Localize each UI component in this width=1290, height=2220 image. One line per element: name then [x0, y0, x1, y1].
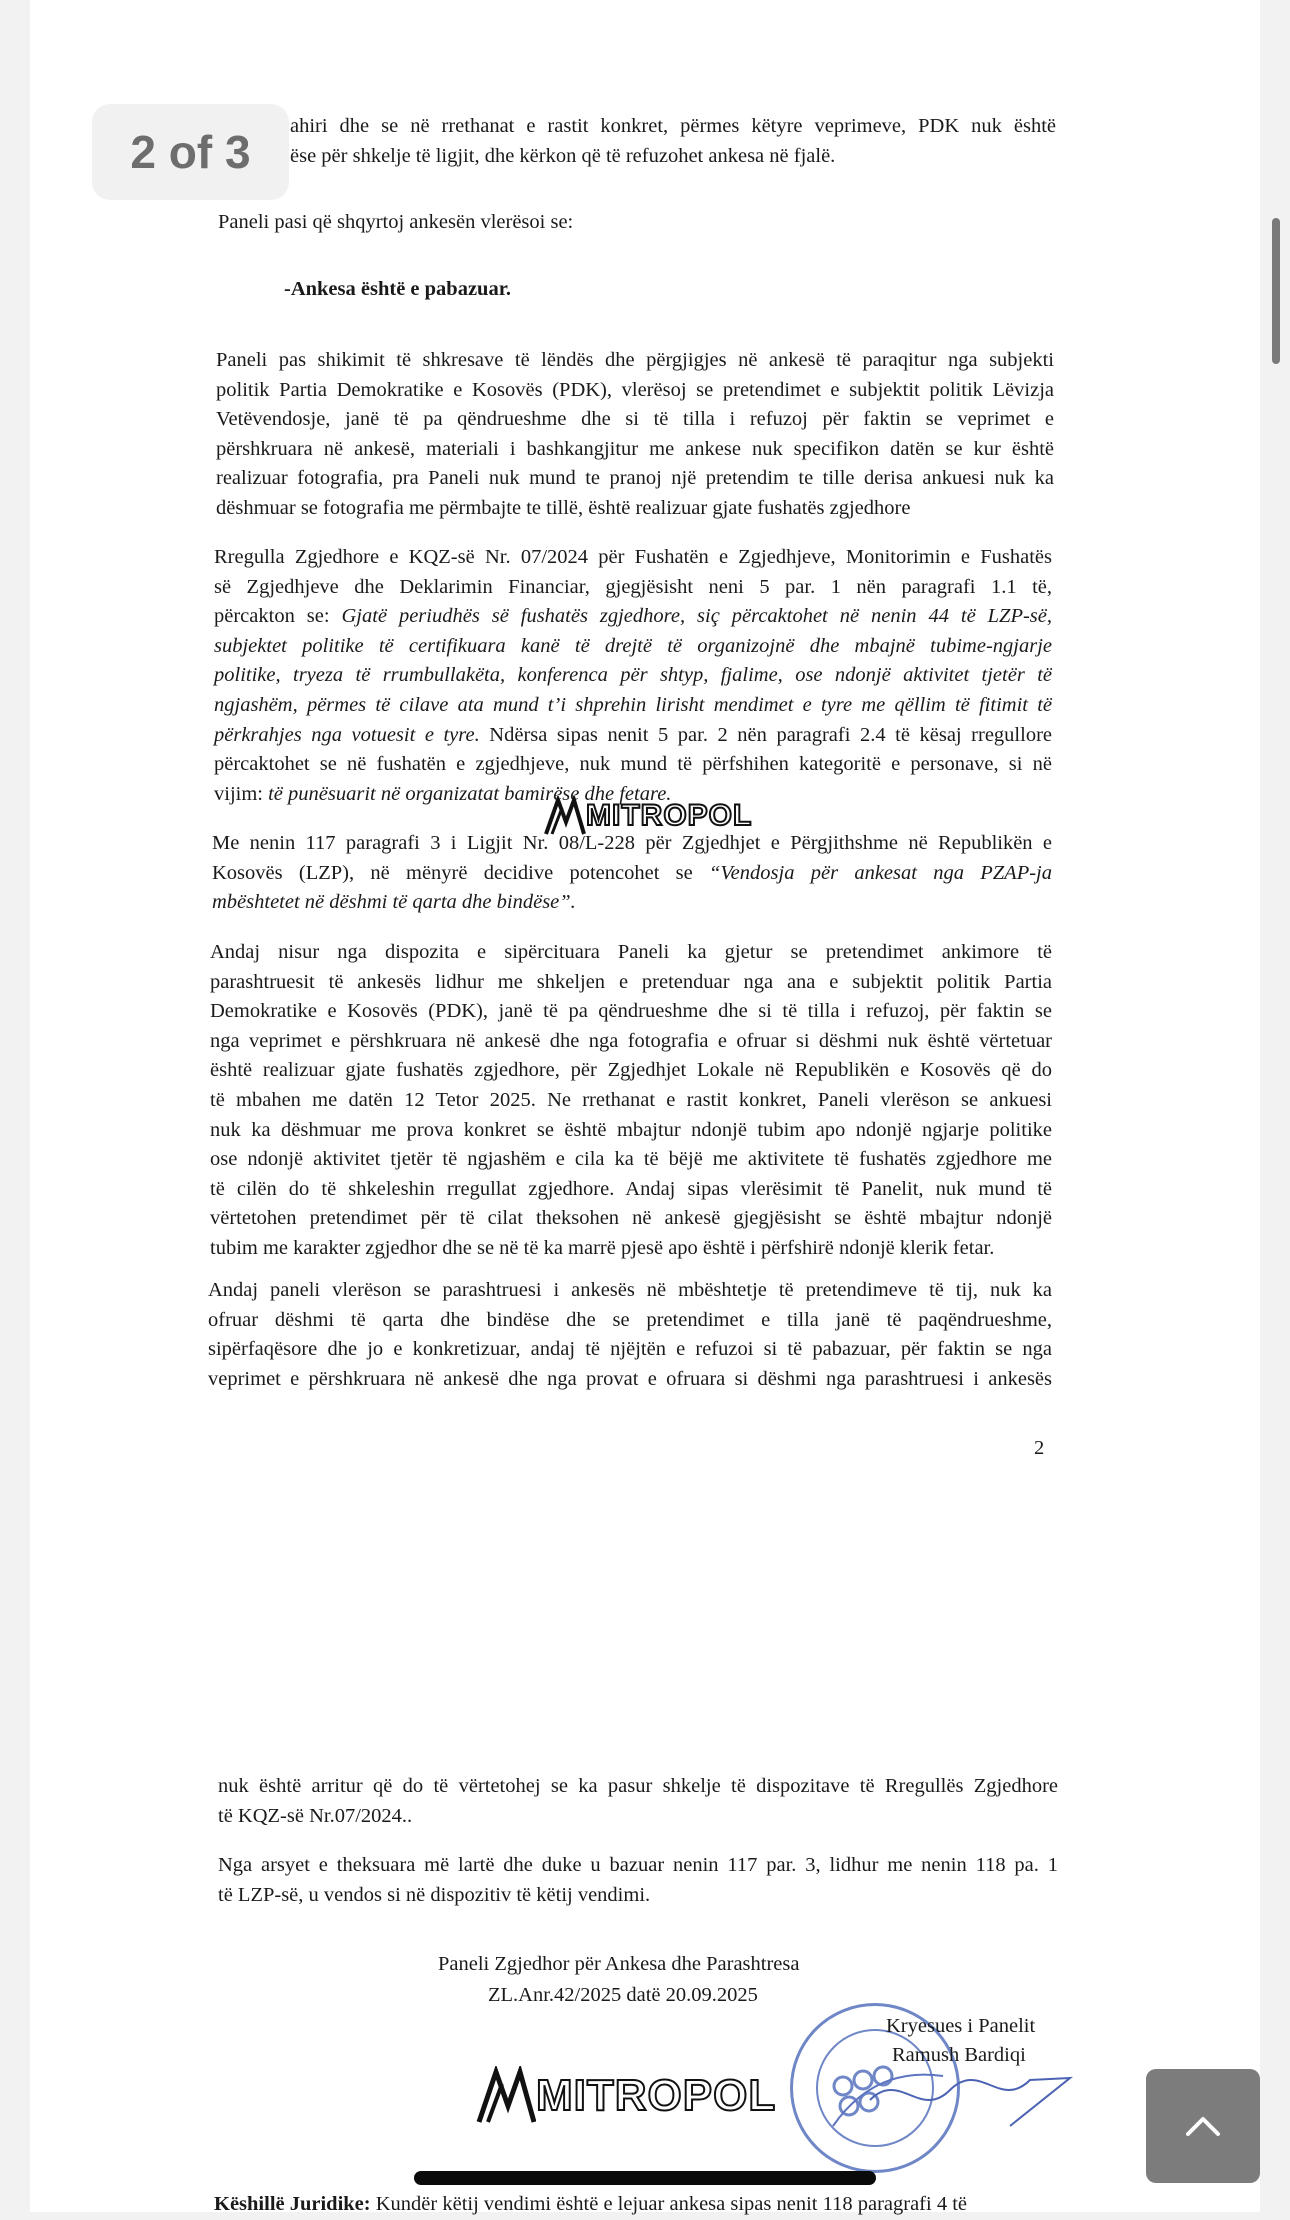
quote-line: ngjashëm, përmes të cilave ata mund t’i shprehin lirisht mendimet e tyre me qëllim të fitimit të [214, 693, 1052, 716]
case-reference: ZL.Anr.42/2025 datë 20.09.2025 [488, 1984, 758, 2006]
paragraph-line [212, 859, 1052, 889]
paragraph-line: Me nenin 117 paragrafi 3 i Ligjit Nr. 08/L-228 për Zgjedhjet e Përgjithshme në Republikën e [212, 832, 1052, 854]
paragraph-line: sipërfaqësore dhe jo e konkretizuar, andaj të njëjtën e refuzoi si të pabazuar, për faktin se nga [208, 1338, 1052, 1361]
paragraph-line [214, 721, 1052, 751]
paragraph-line: është realizuar gjate fushatës zgjedhore, për Zgjedhjet Lokale në Republikën e Kosovës që do [210, 1059, 1052, 1082]
chevron-up-icon [1183, 2113, 1223, 2139]
page-indicator-badge: 2 of 3 [92, 104, 289, 200]
quote-line: subjektet politike të certifikuara kanë të drejtë të organizojnë dhe mbajnë tubime-ngjarje [214, 634, 1052, 657]
page-number: 2 [1034, 1437, 1045, 1459]
paragraph-line: përshkruara në ankesë, materiali i bashkangjitur me ankese nuk specifikon datën se kur është [216, 437, 1054, 460]
watermark-text: MITROPOL [536, 2071, 777, 2120]
text-span: Ndërsa sipas nenit 5 par. 2 nën paragrafi 2.4 të kësaj rregullore [479, 723, 1052, 746]
mitropol-watermark-bottom [476, 2066, 776, 2126]
paragraph-line: veprimet e përshkruara në ankesë dhe nga provat e ofruara si dëshmi nga parashtruesi i ankesës [208, 1367, 1052, 1390]
paragraph-line: Andaj paneli vlerëson se parashtruesi i ankesës në mbështetje të pretendimeve të tij, nuk ka [208, 1279, 1052, 1301]
quote-span: Gjatë periudhës së fushatës zgjedhore, siç përcaktohet në nenin 44 të LZP-së, [341, 605, 1052, 628]
scrollbar[interactable] [1272, 218, 1280, 364]
legal-advice-line [214, 2190, 1054, 2220]
paragraph-line: të mbahen me datën 12 Tetor 2025. Ne rrethanat e rastit konkret, Paneli vlerëson se ankuesi [210, 1088, 1052, 1111]
paragraph-3 [212, 829, 1052, 918]
paragraph-line: nuk ka dëshmuar me prova konkret se është mbajtur ndonjë tubim apo ndonjë ngjarje politike [210, 1118, 1052, 1141]
paragraph-1 [216, 346, 1054, 524]
text-span: përcakton se: [214, 605, 342, 628]
paragraph-line: parashtruesit të ankesës lidhur me shkeljen e pretenduar nga ana e subjektit politik Partia [210, 970, 1052, 993]
next-page-paragraph-1 [218, 1772, 1058, 1831]
text-span: vijim: [214, 782, 269, 805]
watermark-text: MITROPOL [586, 799, 753, 832]
paragraph-line: të LZP-së, u vendos si në dispozitiv të këtij vendimi. [218, 1883, 651, 1906]
paragraph-line: përcaktohet se në fushatën e zgjedhjeve, nuk mund të përfshihen kategoritë e personave, si në [214, 753, 1052, 776]
quote-span: “Vendosja për ankesat nga PZAP-ja [709, 861, 1052, 884]
mitropol-logo-icon [476, 2066, 536, 2126]
paragraph-line: Andaj nisur nga dispozita e sipërcituara Paneli ka gjetur se pretendimet ankimore të [210, 941, 1052, 963]
paragraph-line: ofruar dëshmi të qarta dhe bindëse dhe se pretendimet e tilla janë të paqëndrueshme, [208, 1308, 1052, 1331]
next-page-paragraph-2 [218, 1851, 1058, 1910]
quote-span: të punësuarit në organizatat bamirëse dhe fetare. [268, 782, 672, 805]
signature-icon [860, 2060, 1080, 2130]
quote-line: politike, tryeza të rrumbullakëta, konferenca për shtyp, fjalime, ose ndonjë aktivitet tjetër të [214, 664, 1052, 687]
chair-title: Kryesues i Panelit [886, 2015, 1036, 2037]
paragraph-line: politik Partia Demokratike e Kosovës (PDK), vlerësoj se pretendimet e subjektit politik Lëvizja [216, 378, 1054, 401]
paragraph-line: Demokratike e Kosovës (PDK), janë të pa qëndrueshme dhe si të tilla i refuzoj, për faktin se [210, 1000, 1052, 1023]
text-span: Kosovës (LZP), në mënyrë decidive potencohet se [212, 861, 710, 884]
paragraph-line: së Zgjedhjeve dhe Deklarimin Financiar, gjegjësisht neni 5 par. 1 nën paragrafi 1.1 të, [214, 575, 1052, 598]
paragraph-line: Nga arsyet e theksuara më lartë dhe duke u bazuar nenin 117 par. 3, lidhur me nenin 118 pa. 1 [218, 1854, 1058, 1876]
panel-name: Paneli Zgjedhor për Ankesa dhe Parashtresa [438, 1953, 800, 1975]
paragraph-line: Rregulla Zgjedhore e KQZ-së Nr. 07/2024 për Fushatën e Zgjedhjeve, Monitorimin e Fushatës [214, 546, 1052, 568]
paragraph-line: nga veprimet e përshkruara në ankesë dhe nga fotografia e ofruar si dëshmi nuk është vërtetuar [210, 1029, 1052, 1052]
finding-line: -Ankesa është e pabazuar. [284, 278, 512, 300]
panel-assessed-line: Paneli pasi që shqyrtoj ankesën vlerësoi se: [218, 211, 574, 233]
paragraph-5 [208, 1276, 1052, 1394]
paragraph-line: të KQZ-së Nr.07/2024.. [218, 1804, 413, 1827]
chair-name: Ramush Bardiqi [892, 2044, 1026, 2066]
intro-line-1: ahiri dhe se në rrethanat e rastit konkret, përmes këtyre veprimeve, PDK nuk është [290, 115, 1056, 137]
paragraph-line: vërtetohen pretendimet për të cilat theksohen në ankesë gjegjësisht se është mbajtur ndonjë [210, 1207, 1052, 1230]
paragraph-line: dëshmuar se fotografia me përmbajte te tillë, është realizuar gjate fushatës zgjedhore [216, 496, 911, 519]
paragraph-line: të cilën do të shkeleshin rregullat zgjedhore. Andaj sipas vlerësimit të Panelit, nuk mund të [210, 1177, 1052, 1200]
legal-advice-label: Këshillë Juridike: [214, 2193, 371, 2215]
intro-line-2: ëse për shkelje të ligjit, dhe kërkon që të refuzohet ankesa në fjalë. [290, 145, 836, 167]
paragraph-line: tubim me karakter zgjedhor dhe se në të ka marrë pjesë apo është i përfshirë ndonjë klerik fetar. [210, 1236, 995, 1259]
paragraph-2 [214, 543, 1052, 809]
paragraph-line: nuk është arritur që do të vërtetohej se ka pasur shkelje të dispozitave të Rregullës Zgjedhore [218, 1775, 1058, 1797]
quote-span: përkrahjes nga votuesit e tyre. [214, 723, 480, 746]
home-indicator[interactable] [414, 2171, 876, 2185]
scroll-to-top-button[interactable] [1146, 2069, 1260, 2183]
paragraph-line: realizuar fotografia, pra Paneli nuk mund te pranoj një pretendim te tille derisa ankuesi nuk ka [216, 467, 1054, 490]
legal-advice-text: Kundër këtij vendimi është e lejuar ankesa sipas nenit 118 paragrafi 4 të [370, 2193, 967, 2215]
paragraph-line: Vetëvendosje, janë të pa qëndrueshme dhe si të tilla i refuzoj për faktin se veprimet e [216, 408, 1054, 431]
paragraph-line: ose ndonjë aktivitet tjetër të ngjashëm e cila ka të bëjë me aktivitete të fushatës zgjedhore me [210, 1148, 1052, 1171]
paragraph-line [214, 602, 1052, 632]
quote-line: mbështetet në dëshmi të qarta dhe bindëse”. [212, 891, 576, 914]
paragraph-4 [210, 938, 1052, 1264]
paragraph-line: Paneli pas shikimit të shkresave të lëndës dhe përgjigjes në ankesë të paraqitur nga subjekti [216, 349, 1054, 371]
